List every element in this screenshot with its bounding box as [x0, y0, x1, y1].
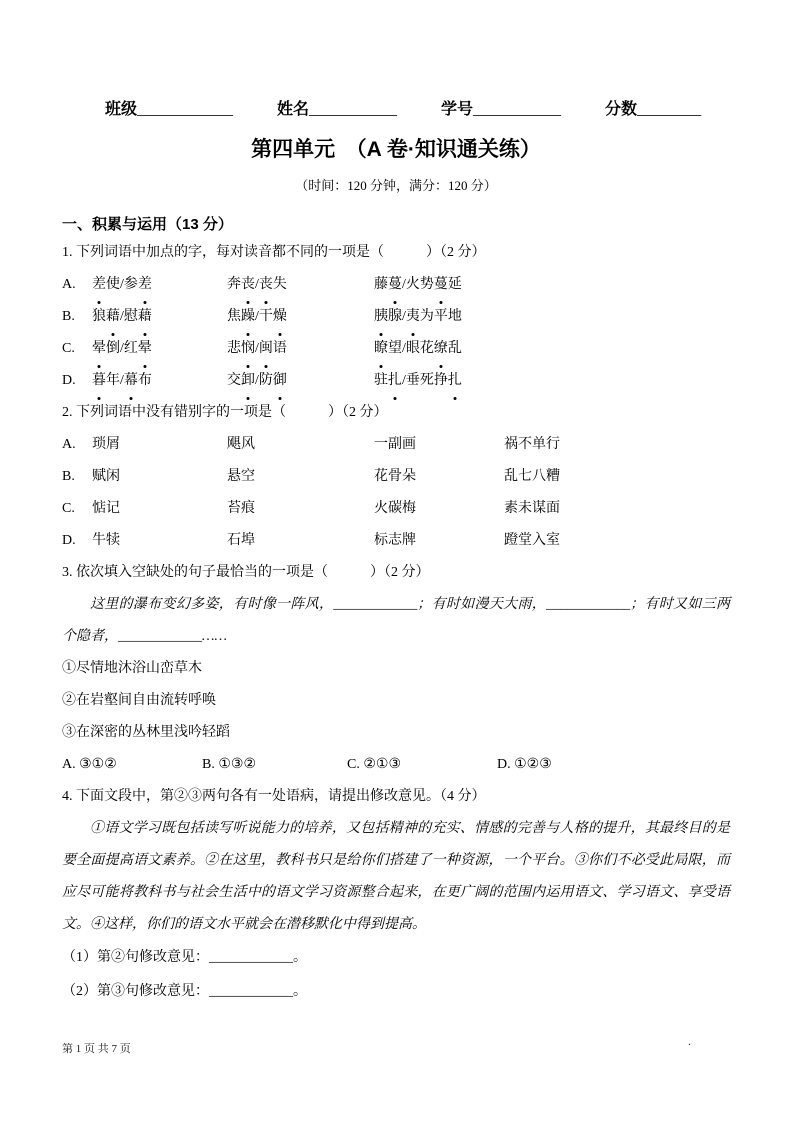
q3-choice-b: B. ①③②: [202, 757, 256, 772]
q1-option-d-label: D.: [62, 373, 76, 388]
q3-choice-a: A. ③①②: [62, 757, 117, 772]
q1-option-d-pair-3: 驻扎/垂死挣扎: [374, 365, 730, 397]
q2-option-c-word-1: 惦记: [92, 501, 120, 516]
q1-option-a-pair-3: 藤蔓/火势蔓延: [374, 269, 730, 301]
q1-option-d: [62, 365, 730, 397]
q3-item-3: ③在深密的丛林里浅吟轻蹈: [62, 725, 230, 740]
name-label: 姓名: [277, 101, 310, 118]
q2-option-d: [62, 525, 730, 557]
score-field: [605, 96, 701, 119]
q1-option-b-pair-3: 胰腺/夷为平地: [374, 301, 730, 333]
q2-option-d-word-1: 牛犊: [92, 533, 120, 548]
q1-option-a: [62, 269, 730, 301]
q4-sub-question-1: （1）第②句修改意见：____________。: [62, 950, 307, 965]
q4-passage: ①语文学习既包括读写听说能力的培养，又包括精神的充实、情感的完善与人格的提升，其最终目的是要全面提高语文素养。②在这里，教科书只是给你们搭建了一种资源，一个平台。③你们不必受此局限，而应尽可能将教科书与社会生活中的语文学习资源整合起来，在更广阔的范围内运用语文、学习语文、享受语文。④这样，你们的语文水平就会在潜移默化中得到提高。: [62, 821, 730, 932]
q3-item-1: ①尽情地沐浴山峦草木: [62, 661, 202, 676]
q3-stem: 3. 依次填入空缺处的句子最恰当的一项是（ ）（2 分）: [62, 565, 430, 580]
q2-option-b-word-4: 乱七八糟: [504, 469, 560, 484]
section-1-heading: 一、积累与运用（13 分）: [62, 216, 233, 233]
q2-option-d-label: D.: [62, 533, 76, 548]
q1-option-d-pair-1: 暮年/幕布: [92, 365, 227, 397]
name-field: [277, 96, 397, 119]
q4-stem: 4. 下面文段中，第②③两句各有一处语病，请提出修改意见。（4 分）: [62, 789, 486, 804]
q1-option-c-pair-1: 晕倒/红晕: [92, 333, 227, 365]
q1-option-c-label: C.: [62, 341, 75, 356]
q1-option-a-pair-2: 奔丧/丧失: [227, 269, 374, 301]
q1-option-c-pair-3: 瞭望/眼花缭乱: [374, 333, 730, 365]
q1-option-c: [62, 333, 730, 365]
q2-option-d-word-4: 蹬堂入室: [504, 533, 560, 548]
q2-option-b-word-3: 花骨朵: [374, 469, 416, 484]
q1-option-b-label: B.: [62, 309, 75, 324]
class-label: 班级: [105, 101, 138, 118]
q1-option-b-pair-2: 焦躁/干燥: [227, 301, 374, 333]
q2-option-b-word-1: 赋闲: [92, 469, 120, 484]
q2-option-b-label: B.: [62, 469, 75, 484]
q2-option-a-word-4: 祸不单行: [504, 437, 560, 452]
q2-option-a: [62, 429, 730, 461]
class-field: [105, 96, 233, 119]
q3-passage: 这里的瀑布变幻多姿，有时像一阵风，____________；有时如漫天大雨，____________；有时又如三两个隐者，____________……: [62, 597, 730, 644]
q1-option-b-pair-1: 狼藉/慰藉: [92, 301, 227, 333]
q2-option-c: [62, 493, 730, 525]
q2-option-c-label: C.: [62, 501, 75, 516]
score-blank: ________: [637, 101, 702, 118]
q2-option-a-word-2: 飓风: [227, 437, 255, 452]
header-fill-in-row: [105, 96, 730, 119]
class-blank: ____________: [137, 101, 234, 118]
stray-dot: .: [688, 1034, 691, 1048]
q4-sub-question-2: （2）第③句修改意见：____________。: [62, 984, 307, 999]
q1-option-c-pair-2: 悲悯/闽语: [227, 333, 374, 365]
student-id-label: 学号: [441, 101, 474, 118]
name-blank: ___________: [309, 101, 398, 118]
student-id-field: [441, 96, 561, 119]
q1-option-b: [62, 301, 730, 333]
q2-option-d-word-2: 石埠: [227, 533, 255, 548]
q2-option-c-word-3: 火碳梅: [374, 501, 416, 516]
q2-option-d-word-3: 标志牌: [374, 533, 416, 548]
q1-stem: 1. 下列词语中加点的字，每对读音都不同的一项是（ ）（2 分）: [62, 245, 486, 260]
q1-option-a-pair-1: 差使/参差: [92, 269, 227, 301]
q3-choice-c: C. ②①③: [347, 757, 401, 772]
exam-time-score-subtitle: （时间：120 分钟，满分：120 分）: [295, 178, 497, 193]
q1-option-d-pair-2: 交卸/防御: [227, 365, 374, 397]
q3-choices-row: [62, 749, 730, 781]
q2-option-c-word-2: 苔痕: [227, 501, 255, 516]
q1-option-a-label: A.: [62, 277, 76, 292]
q2-stem: 2. 下列词语中没有错别字的一项是（ ）（2 分）: [62, 405, 388, 420]
q2-option-a-label: A.: [62, 437, 76, 452]
page-number-info: 第 1 页 共 7 页: [62, 1043, 131, 1055]
q2-option-a-word-1: 琐屑: [92, 437, 120, 452]
q2-option-a-word-3: 一副画: [374, 437, 416, 452]
q3-choice-d: D. ①②③: [497, 757, 552, 772]
exam-title: 第四单元 （A 卷·知识通关练）: [251, 138, 541, 161]
q2-option-b: [62, 461, 730, 493]
q2-option-b-word-2: 悬空: [227, 469, 255, 484]
q3-item-2: ②在岩壑间自由流转呼唤: [62, 693, 216, 708]
score-label: 分数: [605, 101, 638, 118]
student-id-blank: ___________: [473, 101, 562, 118]
q2-option-c-word-4: 素未谋面: [504, 501, 560, 516]
